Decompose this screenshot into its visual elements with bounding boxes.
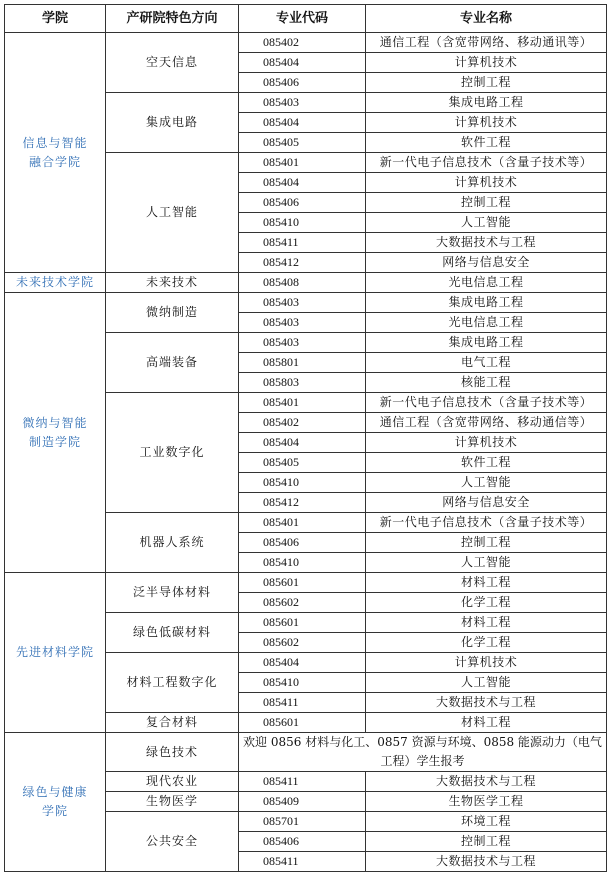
table-row — [5, 273, 607, 293]
direction-cell: 微纳制造 — [106, 293, 239, 333]
major-code-cell: 085601 — [239, 713, 366, 733]
major-code-cell: 085410 — [239, 673, 366, 693]
major-name-cell: 计算机技术 — [366, 433, 607, 453]
major-code-cell: 085404 — [239, 653, 366, 673]
major-code-cell: 085602 — [239, 633, 366, 653]
major-name-cell: 控制工程 — [366, 193, 607, 213]
majors-table — [4, 4, 607, 872]
major-code-cell: 085602 — [239, 593, 366, 613]
admission-note: 欢迎 0856 材料与化工、0857 资源与环境、0858 能源动力（电气工程）学生报考 — [239, 733, 607, 772]
direction-cell: 人工智能 — [106, 153, 239, 273]
major-name-cell: 集成电路工程 — [366, 93, 607, 113]
major-name-cell: 集成电路工程 — [366, 293, 607, 313]
direction-cell: 未来技术 — [106, 273, 239, 293]
header-direction: 产研院特色方向 — [106, 5, 239, 33]
major-code-cell: 085803 — [239, 373, 366, 393]
major-name-cell: 人工智能 — [366, 473, 607, 493]
major-name-cell: 软件工程 — [366, 453, 607, 473]
major-code-cell: 085701 — [239, 812, 366, 832]
major-name-cell: 新一代电子信息技术（含量子技术等） — [366, 513, 607, 533]
college-name: 微纳与智能 — [22, 415, 88, 430]
major-code-cell: 085405 — [239, 133, 366, 153]
major-name-cell: 核能工程 — [366, 373, 607, 393]
direction-cell: 工业数字化 — [106, 393, 239, 513]
table-row — [5, 573, 607, 593]
major-code-cell: 085601 — [239, 613, 366, 633]
major-code-cell: 085410 — [239, 553, 366, 573]
major-name-cell: 大数据技术与工程 — [366, 233, 607, 253]
direction-cell: 空天信息 — [106, 33, 239, 93]
major-name-cell: 控制工程 — [366, 73, 607, 93]
direction-cell: 泛半导体材料 — [106, 573, 239, 613]
major-name-cell: 环境工程 — [366, 812, 607, 832]
major-name-cell: 大数据技术与工程 — [366, 772, 607, 792]
major-code-cell: 085404 — [239, 433, 366, 453]
major-code-cell: 085403 — [239, 313, 366, 333]
college-name: 信息与智能 — [22, 135, 88, 150]
major-name-cell: 集成电路工程 — [366, 333, 607, 353]
major-code-cell: 085402 — [239, 413, 366, 433]
college-cell — [5, 733, 106, 872]
college-cell — [5, 273, 106, 293]
major-name-cell: 新一代电子信息技术（含量子技术等） — [366, 153, 607, 173]
major-name-cell: 计算机技术 — [366, 113, 607, 133]
major-code-cell: 085403 — [239, 333, 366, 353]
major-code-cell: 085403 — [239, 293, 366, 313]
major-code-cell: 085404 — [239, 113, 366, 133]
college-cell — [5, 573, 106, 733]
direction-cell: 现代农业 — [106, 772, 239, 792]
major-name-cell: 光电信息工程 — [366, 273, 607, 293]
major-name-cell: 新一代电子信息技术（含量子技术等） — [366, 393, 607, 413]
major-code-cell: 085410 — [239, 213, 366, 233]
major-code-cell: 085406 — [239, 73, 366, 93]
direction-cell: 公共安全 — [106, 812, 239, 872]
major-name-cell: 材料工程 — [366, 573, 607, 593]
direction-cell: 集成电路 — [106, 93, 239, 153]
major-name-cell: 计算机技术 — [366, 173, 607, 193]
major-name-cell: 电气工程 — [366, 353, 607, 373]
direction-cell: 绿色低碳材料 — [106, 613, 239, 653]
major-code-cell: 085411 — [239, 772, 366, 792]
header-row — [5, 5, 607, 33]
direction-cell: 复合材料 — [106, 713, 239, 733]
major-name-cell: 人工智能 — [366, 213, 607, 233]
college-name: 学院 — [41, 804, 68, 818]
major-code-cell: 085404 — [239, 173, 366, 193]
major-name-cell: 化学工程 — [366, 633, 607, 653]
major-name-cell: 材料工程 — [366, 613, 607, 633]
table-row — [5, 293, 607, 313]
major-name-cell: 网络与信息安全 — [366, 493, 607, 513]
major-code-cell: 085405 — [239, 453, 366, 473]
major-name-cell: 通信工程（含宽带网络、移动通讯等） — [366, 33, 607, 53]
major-name-cell: 通信工程（含宽带网络、移动通信等） — [366, 413, 607, 433]
major-name-cell: 控制工程 — [366, 832, 607, 852]
major-code-cell: 085401 — [239, 153, 366, 173]
major-name-cell: 软件工程 — [366, 133, 607, 153]
header-name: 专业名称 — [366, 5, 607, 33]
college-name: 未来技术学院 — [15, 275, 94, 289]
header-college: 学院 — [5, 5, 106, 33]
major-code-cell: 085410 — [239, 473, 366, 493]
major-code-cell: 085412 — [239, 493, 366, 513]
college-name: 绿色与健康 — [22, 785, 88, 799]
major-code-cell: 085411 — [239, 852, 366, 872]
major-code-cell: 085402 — [239, 33, 366, 53]
major-name-cell: 大数据技术与工程 — [366, 852, 607, 872]
major-code-cell: 085408 — [239, 273, 366, 293]
major-name-cell: 光电信息工程 — [366, 313, 607, 333]
major-name-cell: 计算机技术 — [366, 53, 607, 73]
major-name-cell: 网络与信息安全 — [366, 253, 607, 273]
college-name: 制造学院 — [28, 434, 81, 449]
major-code-cell: 085801 — [239, 353, 366, 373]
direction-cell: 高端装备 — [106, 333, 239, 393]
table-header — [5, 5, 607, 33]
major-code-cell: 085601 — [239, 573, 366, 593]
major-name-cell: 大数据技术与工程 — [366, 693, 607, 713]
major-code-cell: 085406 — [239, 193, 366, 213]
direction-cell: 绿色技术 — [106, 733, 239, 772]
college-name: 先进材料学院 — [15, 645, 94, 659]
major-name-cell: 生物医学工程 — [366, 792, 607, 812]
major-name-cell: 人工智能 — [366, 553, 607, 573]
major-code-cell: 085409 — [239, 792, 366, 812]
major-code-cell: 085411 — [239, 233, 366, 253]
major-code-cell: 085406 — [239, 533, 366, 553]
college-cell — [5, 33, 106, 273]
college-cell — [5, 293, 106, 573]
major-name-cell: 人工智能 — [366, 673, 607, 693]
header-code: 专业代码 — [239, 5, 366, 33]
major-code-cell: 085406 — [239, 832, 366, 852]
major-name-cell: 材料工程 — [366, 713, 607, 733]
major-name-cell: 计算机技术 — [366, 653, 607, 673]
major-code-cell: 085412 — [239, 253, 366, 273]
table-row — [5, 33, 607, 53]
direction-cell: 生物医学 — [106, 792, 239, 812]
major-code-cell: 085411 — [239, 693, 366, 713]
major-code-cell: 085404 — [239, 53, 366, 73]
direction-cell: 机器人系统 — [106, 513, 239, 573]
direction-cell: 材料工程数字化 — [106, 653, 239, 713]
major-code-cell: 085401 — [239, 393, 366, 413]
table-body — [5, 33, 607, 872]
major-code-cell: 085403 — [239, 93, 366, 113]
college-name: 融合学院 — [28, 154, 81, 169]
major-name-cell: 控制工程 — [366, 533, 607, 553]
major-name-cell: 化学工程 — [366, 593, 607, 613]
major-code-cell: 085401 — [239, 513, 366, 533]
